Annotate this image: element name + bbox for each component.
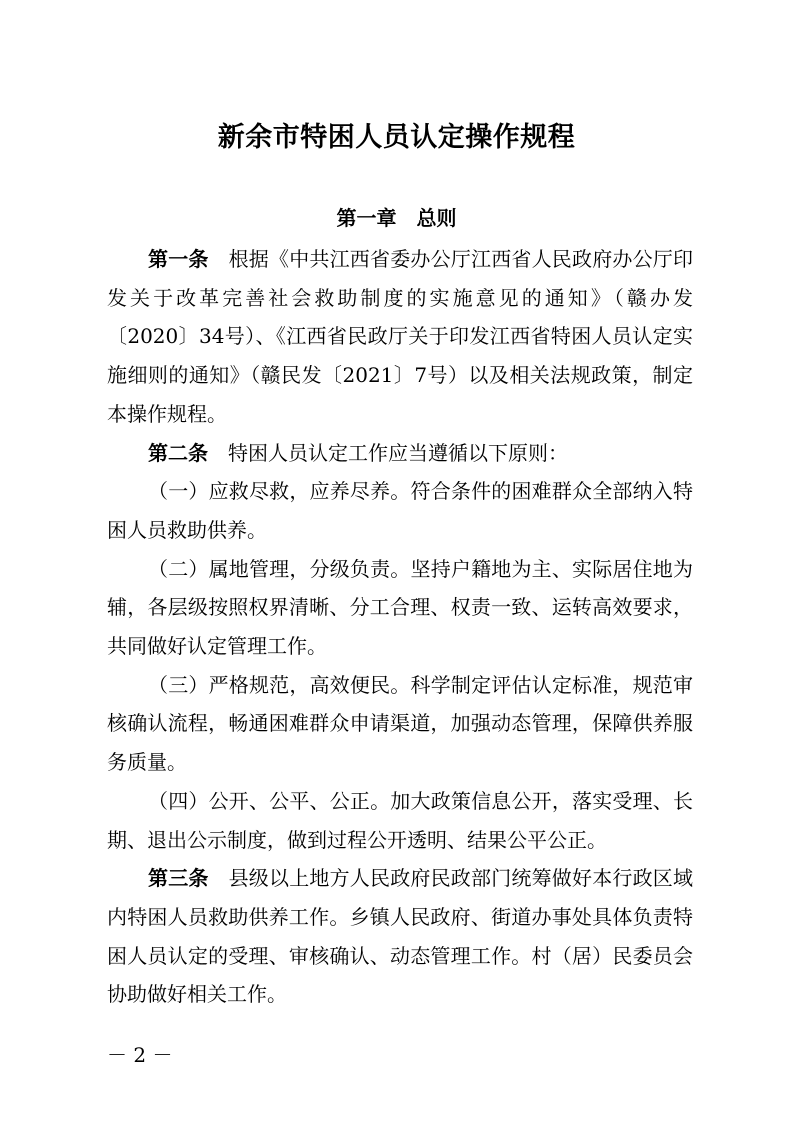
- principle-2: （二）属地管理，分级负责。坚持户籍地为主、实际居住地为辅，各层级按照权界清晰、分工合理、权责一致、运转高效要求，共同做好认定管理工作。: [107, 556, 693, 659]
- principle-3: （三）严格规范，高效便民。科学制定评估认定标准，规范审核确认流程，畅通困难群众申请渠道，加强动态管理，保障供养服务质量。: [107, 672, 693, 775]
- article-label: 第一条: [148, 247, 209, 271]
- document-body: [107, 240, 693, 1014]
- document-title: 新余市特困人员认定操作规程: [217, 122, 576, 153]
- article-label: 第二条: [148, 440, 208, 465]
- article-3: [107, 859, 693, 1014]
- principle-4: （四）公开、公平、公正。加大政策信息公开，落实受理、长期、退出公示制度，做到过程公开透明、结果公平公正。: [107, 788, 693, 852]
- page-number: － 2 －: [107, 1043, 173, 1067]
- chapter-name: 总则: [416, 206, 457, 230]
- article-text: 特困人员认定工作应当遵循以下原则：: [228, 440, 568, 465]
- article-1: [107, 240, 693, 434]
- chapter-number: 第一章: [336, 206, 397, 230]
- chapter-heading: [0, 200, 793, 236]
- article-2: [107, 434, 693, 473]
- article-label: 第三条: [148, 866, 209, 891]
- article-text: 根据《中共江西省委办公厅江西省人民政府办公厅印发关于改革完善社会救助制度的实施意见的通知》（赣办发〔2020〕34号）、《江西省民政厅关于印发江西省特困人员认定实施细则的通知》（赣民发〔2021〕7号）以及相关法规政策，制定本操作规程。: [107, 247, 694, 426]
- principle-1: （一）应救尽救，应养尽养。符合条件的困难群众全部纳入特困人员救助供养。: [107, 479, 693, 542]
- article-text: 县级以上地方人民政府民政部门统筹做好本行政区域内特困人员救助供养工作。乡镇人民政府、街道办事处具体负责特困人员认定的受理、审核确认、动态管理工作。村（居）民委员会协助做好相关工作。: [107, 866, 694, 1007]
